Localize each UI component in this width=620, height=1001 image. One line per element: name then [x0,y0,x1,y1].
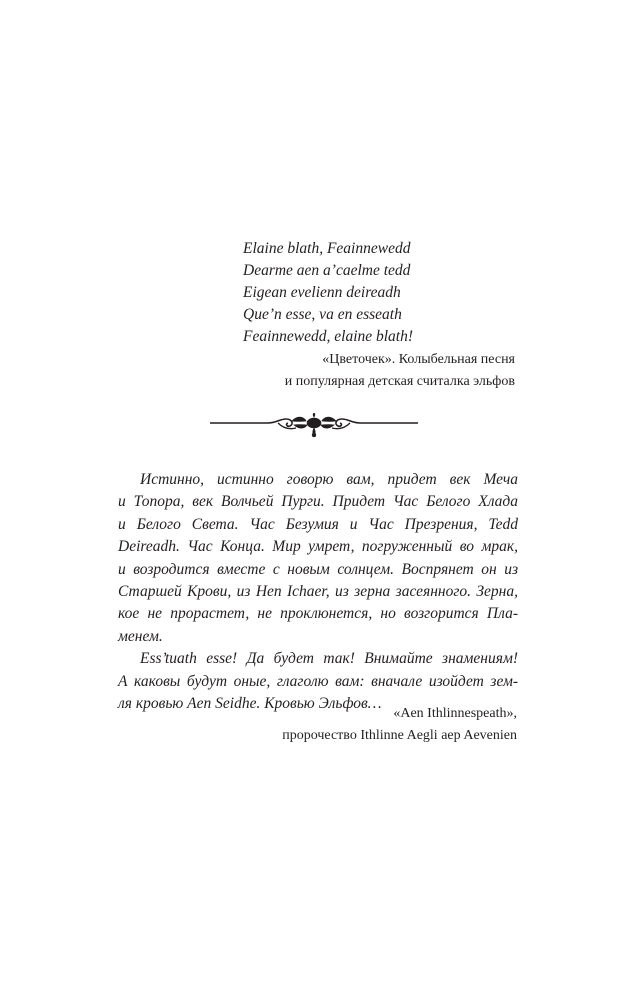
prophecy-line: кое не прорастет, не проклюнется, но возгорится Пла- [118,605,518,623]
prophecy-line: менем. [118,627,163,645]
prophecy-line: и возродится вместе с новым солнцем. Воспрянет он из [118,560,518,578]
prophecy-attribution [157,703,517,746]
attribution-line: пророчество Ithlinne Aegli aep Aevenien [282,727,517,743]
prophecy-line: и Топора, век Волчьей Пурги. Придет Час Белого Хлада [118,493,518,511]
poem-line: Eigean evelienn deireadh [243,284,401,301]
poem-line: Elaine blath, Feainnewedd [243,240,411,257]
attribution-line: «Aen Ithlinnespeath», [393,706,517,721]
poem-line: Que’n esse, va en esseath [243,306,402,323]
poem-line: Feainnewedd, elaine blath! [243,328,414,345]
prophecy-line: Ess’tuath esse! Да будет так! Внимайте знамениям! [140,650,518,668]
prophecy-text [118,469,518,715]
prophecy-line: Deireadh. Час Конца. Мир умрет, погруженный во мрак, [118,538,518,556]
epigraph-poem [243,238,503,348]
poem-attribution [195,349,515,392]
prophecy-line: и Белого Света. Час Безумия и Час Презрения, Tedd [118,515,518,533]
attribution-line: «Цветочек». Колыбельная песня [322,352,515,367]
prophecy-line: Старшей Крови, из Hen Ichaer, из зерна засеянного. Зерна, [118,583,518,601]
prophecy-line: ля кровью Aen Seidhe. Кровью Эльфов… [118,695,382,713]
decorative-flourish-divider-icon [210,411,418,441]
prophecy-line: Истинно, истинно говорю вам, придет век Меча [140,471,518,488]
prophecy-line: А каковы будут оные, глаголю вам: вначале изойдет зем- [118,672,518,690]
poem-line: Dearme aen a’caelme tedd [243,262,411,279]
attribution-line: и популярная детская считалка эльфов [284,373,515,389]
